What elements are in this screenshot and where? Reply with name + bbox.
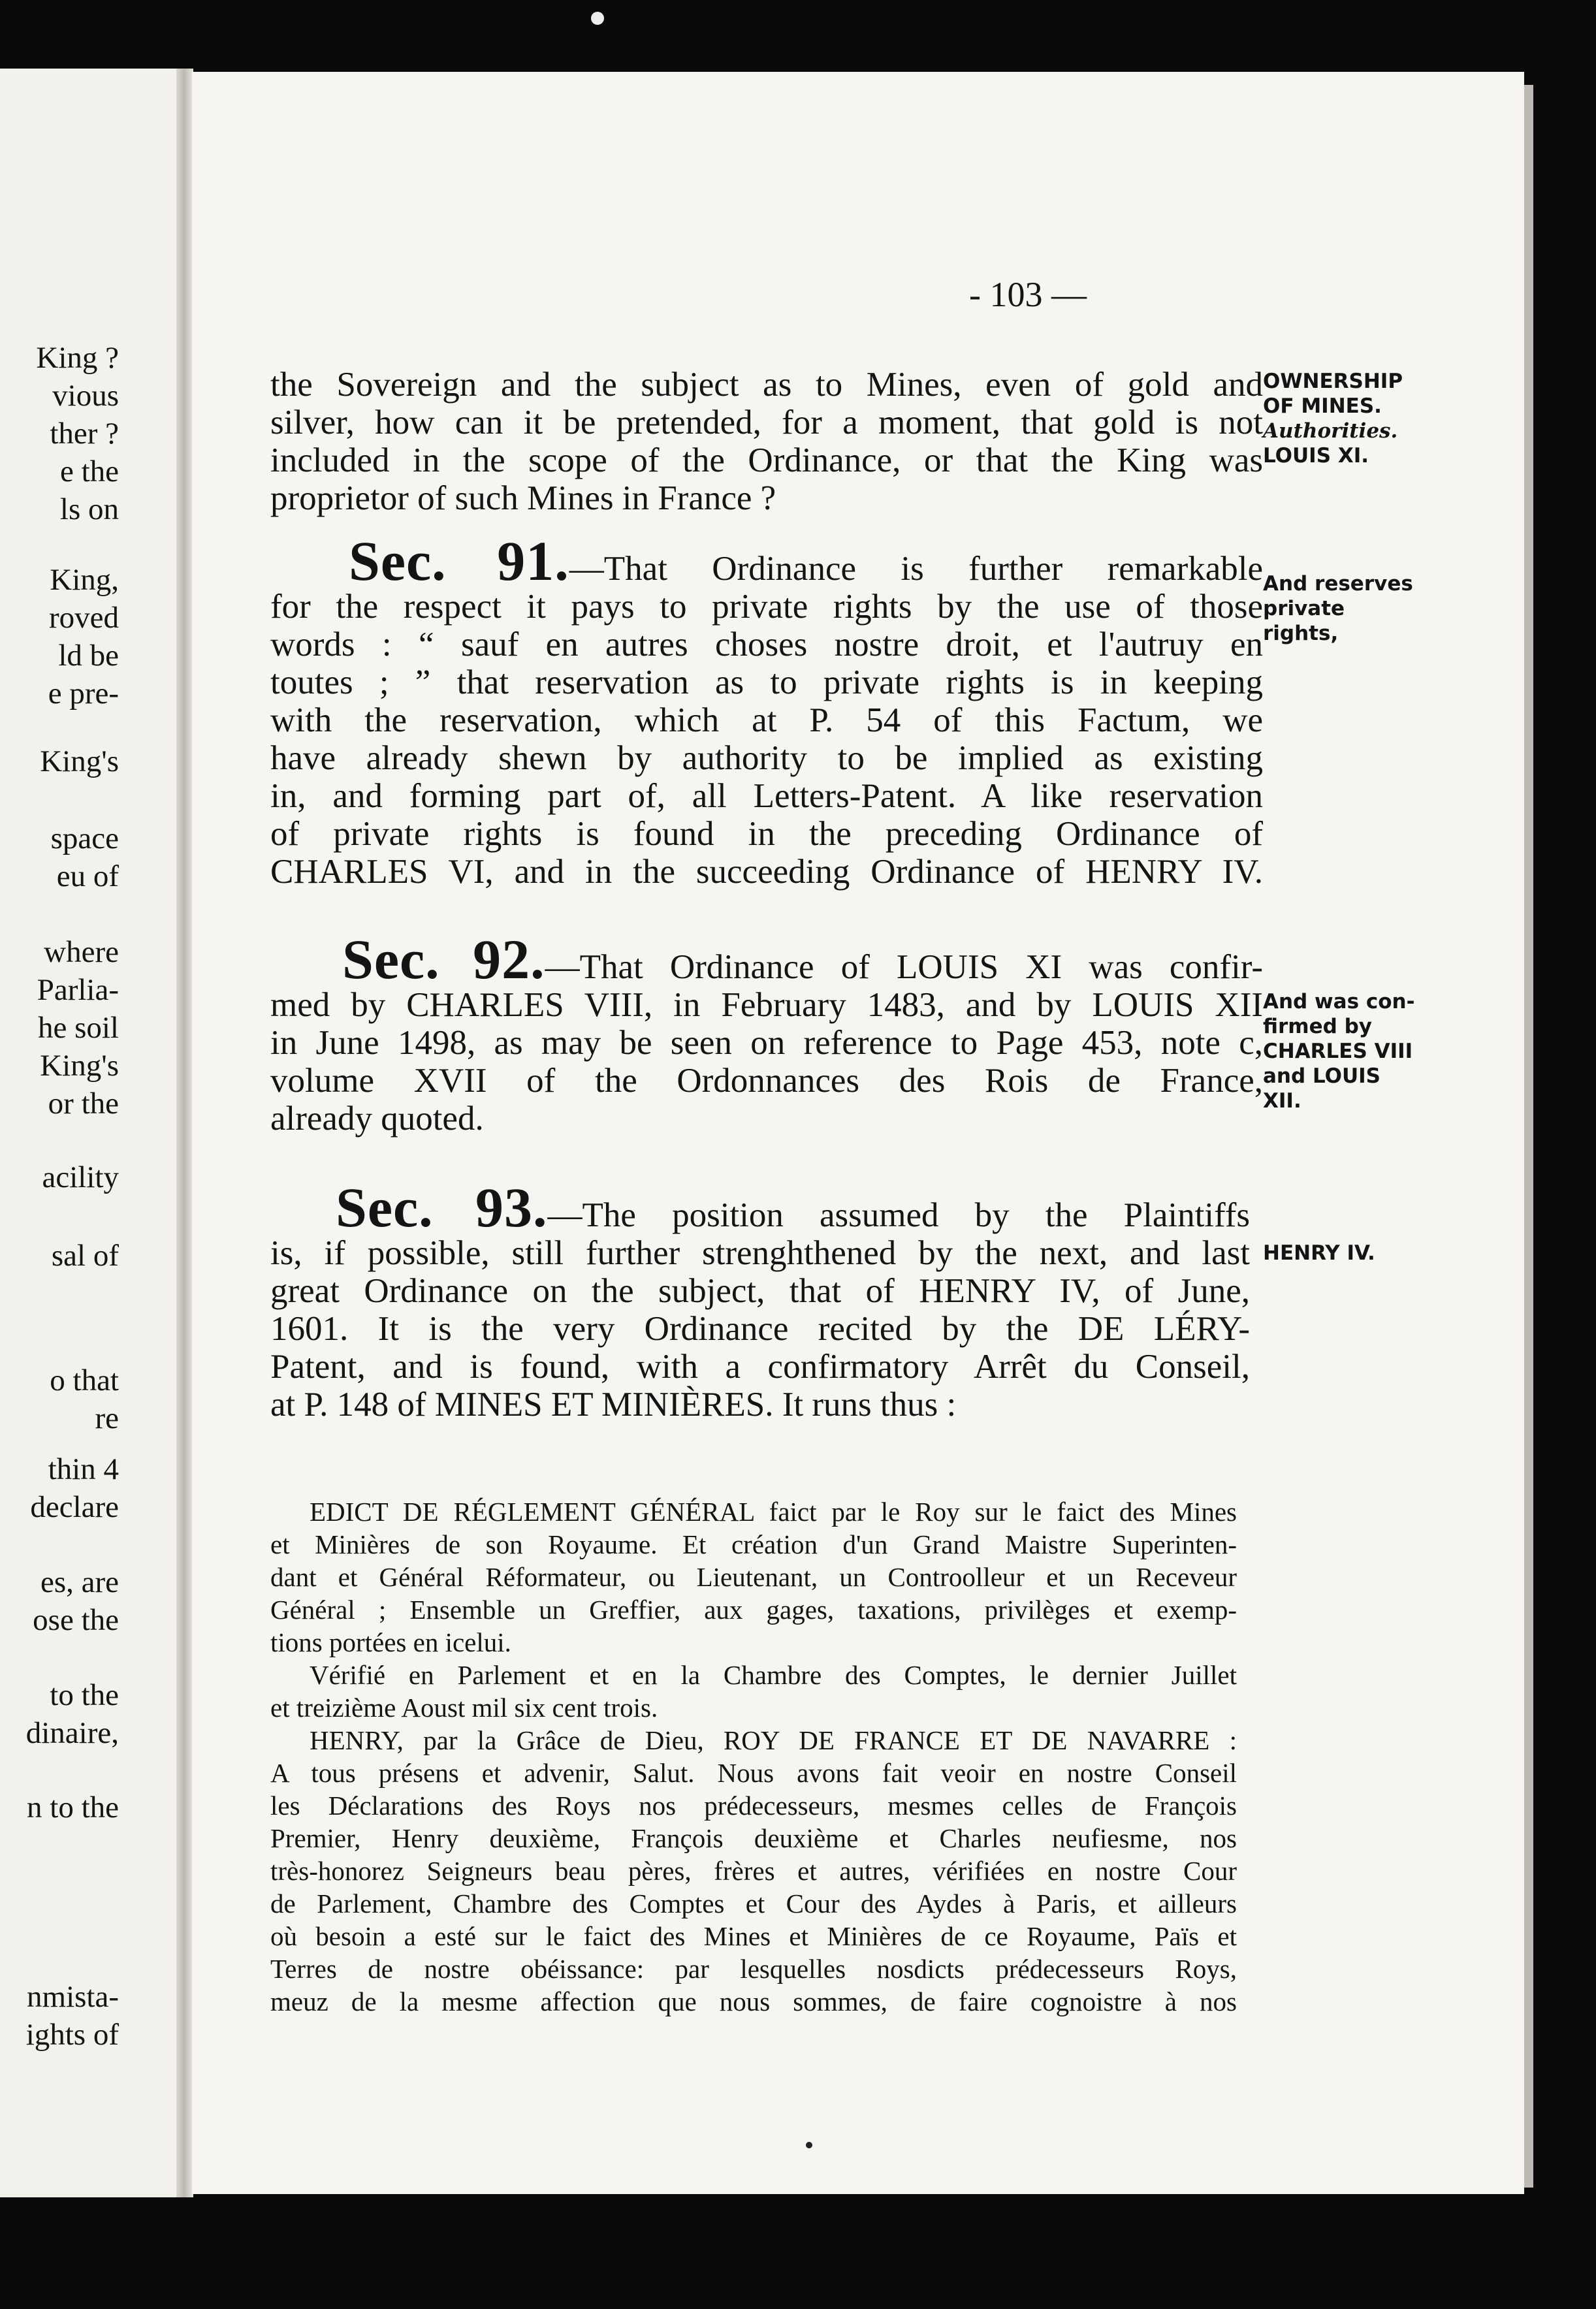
- left-fragment: ights of: [25, 2018, 119, 2052]
- left-fragment: ther ?: [50, 417, 119, 451]
- text-line: of private rights is found in the preceding Ordinance of: [270, 815, 1263, 853]
- text-line: med by CHARLES VIII, in February 1483, and by LOUIS XII: [270, 986, 1263, 1024]
- text-line: for the respect it pays to private rights by the use of those: [270, 588, 1263, 626]
- text-line: silver, how can it be pretended, for a moment, that gold is not: [270, 404, 1263, 441]
- scan-speck: [591, 12, 604, 25]
- left-fragment: acility: [42, 1160, 119, 1194]
- left-fragment: ls on: [59, 492, 119, 526]
- quote-line: les Déclarations des Roys nos prédecesseurs, mesmes celles de François: [270, 1791, 1237, 1821]
- left-fragment: sal of: [51, 1239, 119, 1273]
- left-fragment: King,: [50, 563, 119, 597]
- left-fragment: eu of: [56, 859, 119, 893]
- left-fragment: n to the: [27, 1791, 119, 1824]
- left-fragment: thin 4: [48, 1452, 119, 1486]
- quote-line: Terres de nostre obéissance: par lesquelles nosdicts prédecesseurs Roys,: [270, 1954, 1237, 1984]
- quote-line: Premier, Henry deuxième, François deuxième et Charles neufiesme, nos: [270, 1823, 1237, 1853]
- margin-note-line: And was con-: [1263, 990, 1415, 1013]
- margin-note-line: private: [1263, 597, 1345, 620]
- quote-line: HENRY, par la Grâce de Dieu, ROY DE FRANCE ET DE NAVARRE :: [310, 1725, 1237, 1755]
- quote-line: et Minières de son Royaume. Et création d'un Grand Maistre Superinten-: [270, 1529, 1237, 1559]
- margin-note-line: OWNERSHIP: [1263, 370, 1403, 393]
- margin-note-line: XII.: [1263, 1089, 1301, 1113]
- section-91: [270, 530, 1263, 891]
- text-line: have already shewn by authority to be implied as existing: [270, 739, 1263, 777]
- left-page-fragment: [0, 69, 184, 2197]
- left-fragment: where: [44, 935, 119, 969]
- text-line: [270, 1176, 1250, 1239]
- text-line: is, if possible, still further strenghthened by the next, and last: [270, 1234, 1250, 1272]
- section-lead: —The position assumed by the Plaintiffs: [547, 1196, 1250, 1234]
- text-line: proprietor of such Mines in France ?: [270, 479, 776, 517]
- left-fragment: re: [95, 1401, 119, 1435]
- text-line: CHARLES VI, and in the succeeding Ordinance of HENRY IV.: [270, 853, 1263, 891]
- edict-quote: [270, 1495, 1237, 2018]
- margin-note-line: OF MINES.: [1263, 394, 1382, 418]
- quote-line: EDICT DE RÉGLEMENT GÉNÉRAL faict par le Roy sur le faict des Mines: [310, 1497, 1237, 1527]
- left-fragment: roved: [48, 601, 119, 635]
- margin-note-line: Authorities.: [1263, 419, 1398, 443]
- left-fragment: declare: [30, 1490, 119, 1524]
- left-fragment: ld be: [58, 639, 119, 673]
- left-fragment: nmista-: [27, 1980, 119, 2014]
- quote-line: dant et Général Réformateur, ou Lieutenant, un Controolleur et un Receveur: [270, 1562, 1237, 1592]
- left-fragment: space: [50, 821, 119, 855]
- left-fragment: dinaire,: [25, 1716, 119, 1750]
- text-line: at P. 148 of MINES ET MINIÈRES. It runs thus :: [270, 1386, 957, 1424]
- left-fragment: King's: [40, 744, 119, 778]
- section-label: Sec. 93.: [336, 1176, 548, 1239]
- left-fragment: he soil: [37, 1011, 119, 1045]
- page: [192, 72, 1524, 2194]
- text-line: 1601. It is the very Ordinance recited by the DE LÉRY-: [270, 1310, 1250, 1348]
- quote-line: très-honorez Seigneurs beau pères, frères et autres, vérifiées en nostre Cour: [270, 1856, 1237, 1886]
- quote-line: Général ; Ensemble un Greffier, aux gages, taxations, privilèges et exemp-: [270, 1595, 1237, 1625]
- text-line: included in the scope of the Ordinance, or that the King was: [270, 441, 1263, 479]
- margin-note-line: HENRY IV.: [1263, 1241, 1375, 1265]
- text-line: words : “ sauf en autres choses nostre droit, et l'autruy en: [270, 626, 1263, 663]
- text-line: in, and forming part of, all Letters-Patent. A like reservation: [270, 777, 1263, 815]
- ink-speck: [806, 2142, 812, 2148]
- margin-note-line: rights,: [1263, 622, 1339, 645]
- text-line: the Sovereign and the subject as to Mines, even of gold and: [270, 366, 1263, 404]
- margin-note-line: and LOUIS: [1263, 1064, 1381, 1088]
- section-label: Sec. 92.: [342, 928, 545, 991]
- left-fragment: ose the: [33, 1603, 119, 1637]
- left-fragment: e pre-: [48, 677, 119, 710]
- margin-note-line: firmed by: [1263, 1015, 1372, 1038]
- quote-line: de Parlement, Chambre des Comptes et Cour des Aydes à Paris, et ailleurs: [270, 1888, 1237, 1919]
- text-line: already quoted.: [270, 1100, 484, 1138]
- left-fragment: e the: [59, 454, 119, 488]
- margin-note-line: CHARLES VIII: [1263, 1040, 1413, 1063]
- left-fragment: vious: [52, 379, 119, 413]
- margin-note-line: And reserves: [1263, 572, 1413, 596]
- left-fragment: to the: [50, 1678, 119, 1712]
- margin-note-line: LOUIS XI.: [1263, 444, 1369, 468]
- margin-note-ownership: [1263, 369, 1403, 468]
- left-fragment: Parlia-: [37, 973, 119, 1007]
- text-line: [270, 928, 1264, 991]
- section-92: [270, 928, 1264, 1138]
- left-fragment: or the: [48, 1087, 119, 1121]
- text-line: toutes ; ” that reservation as to private rights is in keeping: [270, 663, 1263, 701]
- section-label: Sec. 91.: [349, 530, 569, 592]
- section-93: [270, 1176, 1250, 1424]
- text-line: volume XVII of the Ordonnances des Rois de France,: [270, 1062, 1263, 1100]
- left-fragment: King ?: [36, 341, 119, 375]
- text-line: great Ordinance on the subject, that of HENRY IV, of June,: [270, 1272, 1250, 1310]
- margin-note-henry: [1263, 1241, 1375, 1266]
- left-fragment: es, are: [40, 1565, 119, 1599]
- margin-note-confirmed: [1263, 989, 1414, 1113]
- text-line: Patent, and is found, with a confirmatory Arrêt du Conseil,: [270, 1348, 1250, 1386]
- quote-line: meuz de la mesme affection que nous sommes, de faire cognoistre à nos: [270, 1986, 1237, 2016]
- quote-line: où besoin a esté sur le faict des Mines et Minières de ce Royaume, Païs et: [270, 1921, 1237, 1951]
- quote-line: Vérifié en Parlement et en la Chambre des Comptes, le dernier Juillet: [310, 1660, 1237, 1690]
- book-gutter: [176, 69, 193, 2197]
- intro-paragraph: [270, 366, 1263, 517]
- section-lead: —That Ordinance of LOUIS XI was confir-: [545, 948, 1264, 986]
- text-line: with the reservation, which at P. 54 of this Factum, we: [270, 701, 1263, 739]
- section-lead: —That Ordinance is further remarkable: [569, 550, 1263, 588]
- quote-line: tions portées en icelui.: [270, 1627, 511, 1657]
- text-line: [270, 530, 1263, 592]
- text-line: in June 1498, as may be seen on reference to Page 453, note c,: [270, 1024, 1263, 1062]
- quote-line: A tous présens et advenir, Salut. Nous avons fait veoir en nostre Conseil: [270, 1758, 1237, 1788]
- margin-note-reserves: [1263, 571, 1413, 646]
- left-fragment: King's: [40, 1049, 119, 1083]
- quote-line: et treizième Aoust mil six cent trois.: [270, 1693, 658, 1723]
- page-number: - 103 —: [969, 275, 1087, 314]
- left-fragment: o that: [50, 1363, 119, 1397]
